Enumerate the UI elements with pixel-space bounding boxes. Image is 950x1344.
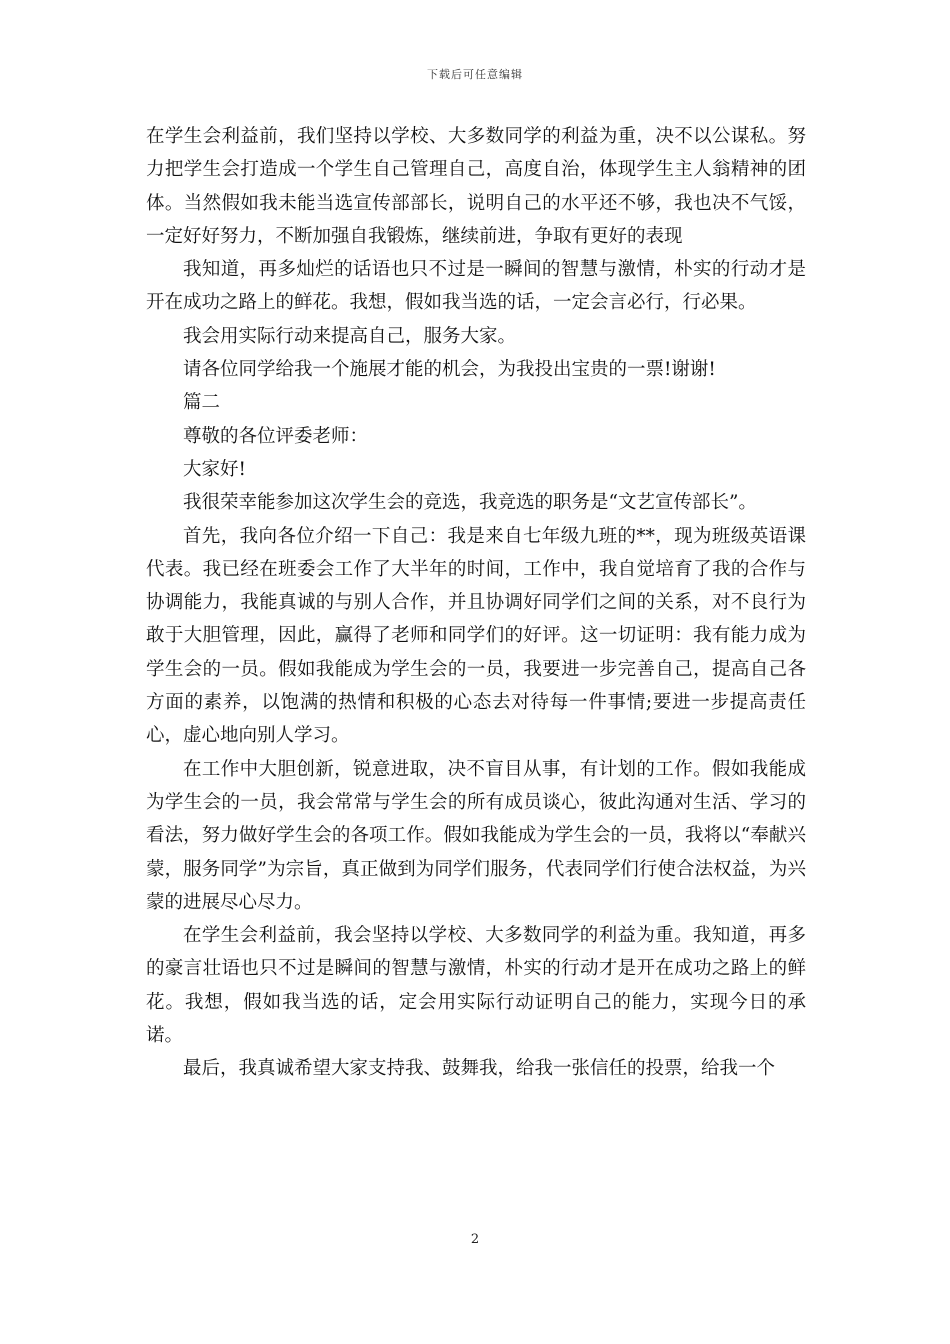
- paragraph: 在学生会利益前，我会坚持以学校、大多数同学的利益为重。我知道，再多的豪言壮语也只不过是瞬间的智慧与激情，朴实的行动才是开在成功之路上的鲜花。我想，假如我当选的话，定会用实际行动证明自己的能力，实现今日的承诺。: [146, 925, 806, 1047]
- paragraph: 我知道，再多灿烂的话语也只不过是一瞬间的智慧与激情，朴实的行动才是开在成功之路上的鲜花。我想，假如我当选的话，一定会言必行，行必果。: [146, 259, 806, 314]
- section-heading: 篇二: [183, 392, 221, 414]
- paragraph: 我会用实际行动来提高自己，服务大家。: [183, 325, 517, 347]
- paragraph: 我很荣幸能参加这次学生会的竞选，我竞选的职务是“文艺宣传部长”。: [183, 492, 757, 514]
- paragraph: 在工作中大胆创新，锐意进取，决不盲目从事，有计划的工作。假如我能成为学生会的一员，我会常常与学生会的所有成员谈心，彼此沟通对生活、学习的看法，努力做好学生会的各项工作。假如我能成为学生会的一员，我将以“奉献兴蒙，服务同学”为宗旨，真正做到为同学们服务，代表同学们行使合法权益，为兴蒙的进展尽心尽力。: [146, 758, 806, 913]
- paragraph: 首先，我向各位介绍一下自己：我是来自七年级九班的**，现为班级英语课代表。我已经在班委会工作了大半年的时间，工作中，我自觉培育了我的合作与协调能力，我能真诚的与别人合作，并且协调好同学们之间的关系，对不良行为敢于大胆管理，因此，赢得了老师和同学们的好评。这一切证明：我有能力成为学生会的一员。假如我能成为学生会的一员，我要进一步完善自己，提高自己各方面的素养，以饱满的热情和积极的心态去对待每一件事情;要进一步提高责任心，虚心地向别人学习。: [146, 525, 806, 747]
- paragraph: 最后，我真诚希望大家支持我、鼓舞我，给我一张信任的投票，给我一个: [183, 1058, 776, 1080]
- paragraph: 在学生会利益前，我们坚持以学校、大多数同学的利益为重，决不以公谋私。努力把学生会打造成一个学生自己管理自己，高度自治，体现学生主人翁精神的团体。当然假如我未能当选宣传部部长，说明自己的水平还不够，我也决不气馁，一定好好努力，不断加强自我锻炼，继续前进，争取有更好的表现: [146, 126, 806, 247]
- greeting: 大家好!: [183, 458, 246, 480]
- salutation: 尊敬的各位评委老师：: [183, 425, 369, 447]
- paragraph: 请各位同学给我一个施展才能的机会，为我投出宝贵的一票!谢谢!: [183, 359, 716, 381]
- document-body: [146, 120, 806, 1086]
- page-header: 下载后可任意编辑: [427, 68, 523, 81]
- page-number: 2: [470, 1232, 480, 1247]
